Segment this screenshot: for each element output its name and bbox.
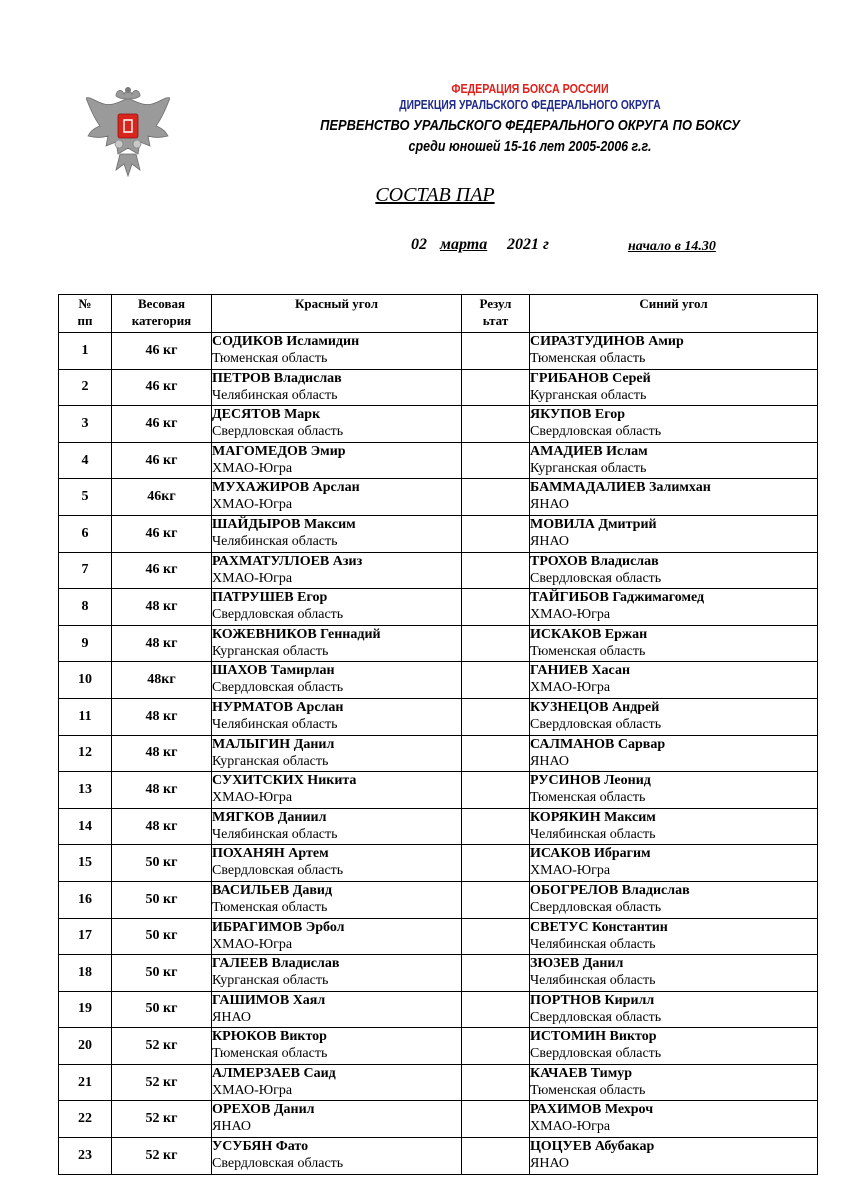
blue-boxer-region: ЯНАО (530, 533, 569, 549)
bout-number: 9 (59, 625, 112, 662)
blue-corner-cell (530, 662, 818, 699)
blue-boxer-name: ИСАКОВ Ибрагим (530, 846, 651, 862)
red-boxer-name: РАХМАТУЛЛОЕВ Азиз (212, 553, 363, 569)
blue-boxer-name: КУЗНЕЦОВ Андрей (530, 699, 660, 715)
blue-boxer-region: Свердловская область (530, 1046, 662, 1062)
blue-corner-cell (530, 772, 818, 809)
result-cell (462, 479, 530, 516)
red-corner-cell (212, 845, 462, 882)
red-boxer-name: ПОХАНЯН Артем (212, 846, 329, 862)
blue-corner-cell (530, 735, 818, 772)
weight-category: 52 кг (112, 1064, 212, 1101)
bout-number: 22 (59, 1101, 112, 1138)
red-boxer-name: УСУБЯН Фато (212, 1139, 309, 1155)
weight-category: 46кг (112, 479, 212, 516)
red-corner-cell (212, 333, 462, 370)
blue-boxer-region: Свердловская область (530, 899, 662, 915)
red-boxer-region: ХМАО-Югра (212, 1082, 293, 1098)
red-corner-cell (212, 662, 462, 699)
red-boxer-region: Челябинская область (212, 387, 338, 403)
blue-boxer-region: Свердловская область (530, 1009, 662, 1025)
blue-boxer-name: ТАЙГИБОВ Гаджимагомед (530, 590, 705, 606)
weight-category: 50 кг (112, 845, 212, 882)
red-boxer-name: КОЖЕВНИКОВ Геннадий (212, 626, 381, 642)
bout-number: 19 (59, 991, 112, 1028)
date-day: 02 (411, 236, 427, 253)
red-boxer-region: Челябинская область (212, 826, 338, 842)
blue-boxer-name: БАММАДАЛИЕВ Залимхан (530, 480, 711, 496)
red-corner-cell (212, 625, 462, 662)
blue-boxer-region: ХМАО-Югра (530, 680, 611, 696)
red-boxer-name: СОДИКОВ Исламидин (212, 334, 360, 349)
table-row (59, 955, 818, 992)
table-row (59, 442, 818, 479)
result-cell (462, 1138, 530, 1175)
result-cell (462, 442, 530, 479)
red-boxer-region: ХМАО-Югра (212, 460, 293, 476)
result-cell (462, 406, 530, 443)
blue-boxer-region: Челябинская область (530, 973, 656, 989)
blue-boxer-name: ОБОГРЕЛОВ Владислав (530, 882, 690, 898)
result-cell (462, 515, 530, 552)
bout-number: 14 (59, 808, 112, 845)
red-boxer-region: Свердловская область (212, 607, 344, 623)
col-header-result-line1: Резул (479, 296, 512, 311)
blue-boxer-region: ЯНАО (530, 753, 569, 769)
col-header-weight (112, 295, 212, 333)
table-row (59, 479, 818, 516)
result-cell (462, 333, 530, 370)
date-year: 2021 г (507, 236, 549, 253)
table-row (59, 552, 818, 589)
red-boxer-region: ХМАО-Югра (212, 790, 293, 806)
blue-boxer-name: ЦОЦУЕВ Абубакар (530, 1139, 655, 1155)
table-row (59, 662, 818, 699)
red-boxer-region: Тюменская область (212, 351, 328, 366)
red-corner-cell (212, 698, 462, 735)
result-cell (462, 772, 530, 809)
blue-boxer-region: Свердловская область (530, 716, 662, 732)
blue-corner-cell (530, 881, 818, 918)
table-row (59, 589, 818, 626)
weight-category: 48 кг (112, 735, 212, 772)
blue-boxer-name: СВЕТУС Константин (530, 919, 668, 935)
blue-boxer-name: ЯКУПОВ Егор (530, 407, 626, 423)
red-boxer-name: ГАШИМОВ Хаял (212, 992, 326, 1008)
red-boxer-name: ВАСИЛЬЕВ Давид (212, 882, 333, 898)
blue-boxer-name: МОВИЛА Дмитрий (530, 516, 657, 532)
table-row (59, 735, 818, 772)
red-corner-cell (212, 881, 462, 918)
red-corner-cell (212, 1101, 462, 1138)
table-header-row (59, 295, 818, 333)
blue-boxer-region: Тюменская область (530, 351, 646, 366)
result-cell (462, 881, 530, 918)
blue-corner-cell (530, 808, 818, 845)
red-boxer-region: Тюменская область (212, 1046, 328, 1062)
bout-number: 18 (59, 955, 112, 992)
blue-corner-cell (530, 589, 818, 626)
red-boxer-name: МЯГКОВ Даниил (212, 809, 327, 825)
red-boxer-name: МАГОМЕДОВ Эмир (212, 443, 346, 459)
document-title: СОСТАВ ПАР (375, 184, 495, 206)
red-boxer-name: ПАТРУШЕВ Егор (212, 590, 328, 606)
blue-corner-cell (530, 479, 818, 516)
result-cell (462, 955, 530, 992)
result-cell (462, 1028, 530, 1065)
red-corner-cell (212, 552, 462, 589)
red-boxer-region: Свердловская область (212, 863, 344, 879)
pairs-table-body (59, 333, 818, 1175)
result-cell (462, 698, 530, 735)
blue-boxer-name: САЛМАНОВ Сарвар (530, 736, 666, 752)
start-time: начало в 14.30 (628, 239, 716, 254)
blue-corner-cell (530, 1138, 818, 1175)
blue-corner-cell (530, 552, 818, 589)
table-row (59, 991, 818, 1028)
red-corner-cell (212, 918, 462, 955)
blue-boxer-region: ЯНАО (530, 1156, 569, 1172)
blue-boxer-region: Челябинская область (530, 826, 656, 842)
blue-boxer-name: ГАНИЕВ Хасан (530, 663, 631, 679)
red-boxer-name: СУХИТСКИХ Никита (212, 773, 357, 789)
weight-category: 48 кг (112, 589, 212, 626)
col-header-red-corner: Красный угол (212, 295, 462, 333)
bout-number: 2 (59, 369, 112, 406)
bout-number: 4 (59, 442, 112, 479)
weight-category: 48 кг (112, 772, 212, 809)
red-corner-cell (212, 1138, 462, 1175)
table-row (59, 515, 818, 552)
weight-category: 48 кг (112, 698, 212, 735)
red-boxer-region: Курганская область (212, 973, 329, 989)
blue-boxer-region: Челябинская область (530, 936, 656, 952)
red-boxer-name: МУХАЖИРОВ Арслан (212, 480, 360, 496)
blue-boxer-region: Тюменская область (530, 790, 646, 806)
red-corner-cell (212, 406, 462, 443)
weight-category: 46 кг (112, 369, 212, 406)
table-row (59, 1138, 818, 1175)
red-boxer-name: ИБРАГИМОВ Эрбол (212, 919, 345, 935)
blue-corner-cell (530, 918, 818, 955)
weight-category: 46 кг (112, 406, 212, 443)
red-boxer-name: КРЮКОВ Виктор (212, 1029, 327, 1045)
blue-corner-cell (530, 406, 818, 443)
col-header-weight-line1: Весовая (137, 296, 186, 311)
table-row (59, 698, 818, 735)
result-cell (462, 918, 530, 955)
red-boxer-region: ЯНАО (212, 1119, 251, 1135)
red-boxer-region: Свердловская область (212, 1156, 344, 1172)
red-corner-cell (212, 589, 462, 626)
federation-title: ФЕДЕРАЦИЯ БОКСА РОССИИ (451, 81, 609, 96)
blue-boxer-region: Курганская область (530, 387, 647, 403)
result-cell (462, 369, 530, 406)
blue-boxer-name: КОРЯКИН Максим (530, 809, 656, 825)
blue-boxer-region: ХМАО-Югра (530, 1119, 611, 1135)
blue-corner-cell (530, 333, 818, 370)
bout-number: 21 (59, 1064, 112, 1101)
bout-number: 16 (59, 881, 112, 918)
blue-corner-cell (530, 1101, 818, 1138)
championship-title: ПЕРВЕНСТВО УРАЛЬСКОГО ФЕДЕРАЛЬНОГО ОКРУГА ПО БОКСУ (320, 117, 740, 134)
blue-boxer-region: Свердловская область (530, 570, 662, 586)
table-row (59, 406, 818, 443)
blue-corner-cell (530, 369, 818, 406)
red-boxer-name: МАЛЫГИН Данил (212, 736, 335, 752)
result-cell (462, 808, 530, 845)
red-corner-cell (212, 1064, 462, 1101)
result-cell (462, 552, 530, 589)
weight-category: 50 кг (112, 955, 212, 992)
blue-boxer-region: ХМАО-Югра (530, 607, 611, 623)
red-boxer-region: Тюменская область (212, 899, 328, 915)
red-corner-cell (212, 515, 462, 552)
bout-number: 23 (59, 1138, 112, 1175)
blue-boxer-name: ЗЮЗЕВ Данил (530, 956, 624, 972)
blue-boxer-region: Тюменская область (530, 643, 646, 659)
weight-category: 46 кг (112, 552, 212, 589)
date-month: марта (440, 236, 488, 253)
col-header-result (462, 295, 530, 333)
red-boxer-region: Челябинская область (212, 533, 338, 549)
blue-boxer-name: ИСКАКОВ Ержан (530, 626, 648, 642)
blue-boxer-region: Тюменская область (530, 1082, 646, 1098)
weight-category: 48 кг (112, 625, 212, 662)
red-corner-cell (212, 442, 462, 479)
col-header-number-line2: пп (77, 313, 93, 328)
red-boxer-region: Курганская область (212, 753, 329, 769)
weight-category: 50 кг (112, 881, 212, 918)
red-boxer-region: ЯНАО (212, 1009, 251, 1025)
bout-number: 11 (59, 698, 112, 735)
red-boxer-name: ГАЛЕЕВ Владислав (212, 956, 340, 972)
age-group-subtitle: среди юношей 15-16 лет 2005-2006 г.г. (408, 139, 652, 155)
pairs-table (58, 294, 818, 1175)
blue-boxer-region: Курганская область (530, 460, 647, 476)
weight-category: 46 кг (112, 515, 212, 552)
bout-number: 17 (59, 918, 112, 955)
red-corner-cell (212, 1028, 462, 1065)
table-row (59, 625, 818, 662)
bout-number: 6 (59, 515, 112, 552)
weight-category: 52 кг (112, 1028, 212, 1065)
blue-corner-cell (530, 845, 818, 882)
weight-category: 52 кг (112, 1138, 212, 1175)
result-cell (462, 662, 530, 699)
blue-corner-cell (530, 991, 818, 1028)
result-cell (462, 735, 530, 772)
boxing-federation-emblem-icon (86, 84, 170, 186)
blue-corner-cell (530, 515, 818, 552)
result-cell (462, 589, 530, 626)
bout-number: 7 (59, 552, 112, 589)
result-cell (462, 1101, 530, 1138)
blue-boxer-region: ЯНАО (530, 497, 569, 513)
red-boxer-name: АЛМЕРЗАЕВ Саид (212, 1065, 336, 1081)
table-row (59, 845, 818, 882)
blue-boxer-name: ИСТОМИН Виктор (530, 1029, 657, 1045)
table-row (59, 1101, 818, 1138)
blue-boxer-name: РУСИНОВ Леонид (530, 773, 651, 789)
weight-category: 50 кг (112, 918, 212, 955)
blue-boxer-name: СИРАЗТУДИНОВ Амир (530, 334, 684, 349)
red-boxer-region: ХМАО-Югра (212, 936, 293, 952)
blue-boxer-name: ПОРТНОВ Кирилл (530, 992, 655, 1008)
red-corner-cell (212, 772, 462, 809)
blue-corner-cell (530, 1028, 818, 1065)
weight-category: 50 кг (112, 991, 212, 1028)
result-cell (462, 991, 530, 1028)
table-row (59, 918, 818, 955)
blue-boxer-name: ТРОХОВ Владислав (530, 553, 659, 569)
table-row (59, 1064, 818, 1101)
table-row (59, 772, 818, 809)
weight-category: 46 кг (112, 333, 212, 370)
blue-boxer-name: КАЧАЕВ Тимур (530, 1065, 633, 1081)
directorate-title: ДИРЕКЦИЯ УРАЛЬСКОГО ФЕДЕРАЛЬНОГО ОКРУГА (399, 98, 661, 112)
table-row (59, 369, 818, 406)
red-boxer-region: Свердловская область (212, 680, 344, 696)
result-cell (462, 845, 530, 882)
blue-boxer-region: Свердловская область (530, 424, 662, 440)
red-boxer-name: ШАЙДЫРОВ Максим (212, 516, 356, 532)
blue-boxer-name: РАХИМОВ Мехроч (530, 1102, 654, 1118)
blue-corner-cell (530, 698, 818, 735)
blue-corner-cell (530, 625, 818, 662)
red-corner-cell (212, 369, 462, 406)
red-boxer-name: ОРЕХОВ Данил (212, 1102, 315, 1118)
red-boxer-region: ХМАО-Югра (212, 570, 293, 586)
table-row (59, 333, 818, 370)
bout-number: 8 (59, 589, 112, 626)
table-row (59, 1028, 818, 1065)
red-boxer-name: НУРМАТОВ Арслан (212, 699, 344, 715)
table-row (59, 808, 818, 845)
blue-corner-cell (530, 955, 818, 992)
blue-boxer-name: ГРИБАНОВ Серей (530, 370, 651, 386)
bout-number: 12 (59, 735, 112, 772)
weight-category: 48кг (112, 662, 212, 699)
red-boxer-name: ШАХОВ Тамирлан (212, 663, 335, 679)
col-header-number (59, 295, 112, 333)
red-boxer-region: Свердловская область (212, 424, 344, 440)
col-header-weight-line2: категория (131, 313, 192, 328)
col-header-number-line1: № (78, 296, 92, 311)
red-boxer-region: Челябинская область (212, 716, 338, 732)
blue-boxer-region: ХМАО-Югра (530, 863, 611, 879)
blue-corner-cell (530, 1064, 818, 1101)
col-header-blue-corner: Синий угол (530, 295, 818, 333)
red-corner-cell (212, 955, 462, 992)
red-corner-cell (212, 991, 462, 1028)
bout-number: 3 (59, 406, 112, 443)
blue-boxer-name: АМАДИЕВ Ислам (530, 443, 648, 459)
red-corner-cell (212, 808, 462, 845)
result-cell (462, 1064, 530, 1101)
bout-number: 15 (59, 845, 112, 882)
red-boxer-name: ПЕТРОВ Владислав (212, 370, 342, 386)
red-corner-cell (212, 479, 462, 516)
weight-category: 46 кг (112, 442, 212, 479)
col-header-result-line2: ьтат (482, 313, 509, 328)
red-boxer-region: ХМАО-Югра (212, 497, 293, 513)
result-cell (462, 625, 530, 662)
red-corner-cell (212, 735, 462, 772)
bout-number: 1 (59, 333, 112, 370)
bout-number: 5 (59, 479, 112, 516)
table-row (59, 881, 818, 918)
red-boxer-name: ДЕСЯТОВ Марк (212, 407, 321, 423)
weight-category: 48 кг (112, 808, 212, 845)
red-boxer-region: Курганская область (212, 643, 329, 659)
bout-number: 20 (59, 1028, 112, 1065)
blue-corner-cell (530, 442, 818, 479)
bout-number: 10 (59, 662, 112, 699)
weight-category: 52 кг (112, 1101, 212, 1138)
bout-number: 13 (59, 772, 112, 809)
